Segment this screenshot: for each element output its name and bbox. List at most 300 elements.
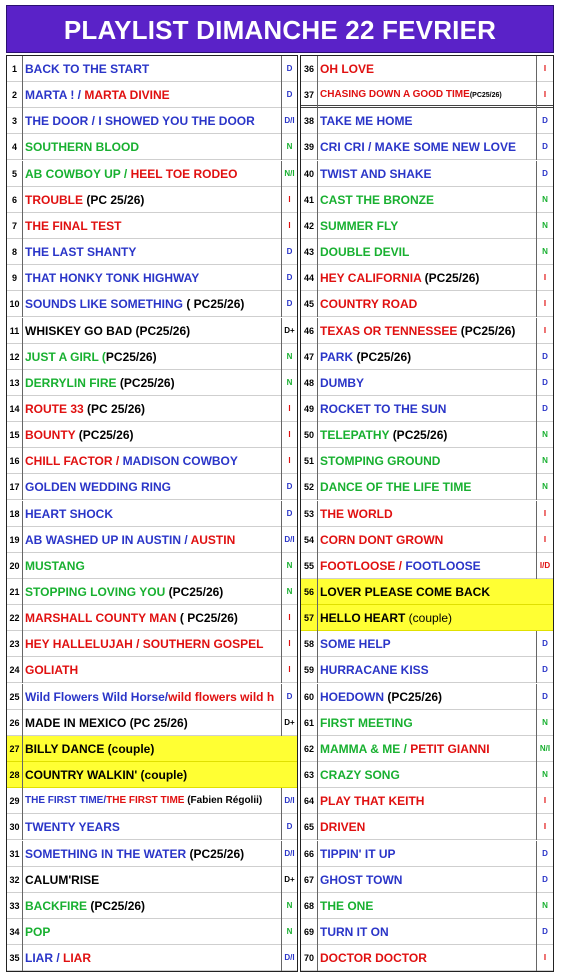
- song-title-part: (PC25/26): [387, 689, 443, 704]
- song-title: [25, 553, 279, 579]
- song-row: [301, 187, 553, 213]
- song-title: [320, 187, 536, 213]
- song-title-part: DRIVEN: [320, 820, 366, 835]
- dance-level-code: D: [281, 82, 297, 108]
- song-title-part: STOMPING GROUND: [320, 454, 441, 469]
- song-row: [301, 474, 553, 500]
- song-title-part: TURN IT ON: [320, 924, 389, 939]
- song-title-part: MARSHALL COUNTY MAN: [25, 611, 180, 626]
- dance-level-code: D/I: [281, 788, 297, 814]
- dance-level-code: D: [536, 161, 553, 187]
- song-title-part: HEY CALIFORNIA: [320, 271, 425, 286]
- song-row: [301, 370, 553, 396]
- song-title-part: BILLY DANCE (couple): [25, 741, 155, 756]
- song-title: [25, 291, 279, 317]
- song-number: 44: [301, 265, 318, 291]
- song-row: [301, 684, 553, 710]
- song-row: [7, 422, 297, 448]
- song-row: [301, 108, 553, 134]
- song-row: [7, 814, 297, 840]
- dance-level-code: N: [281, 919, 297, 945]
- song-title: [25, 657, 279, 683]
- song-title: [25, 344, 279, 370]
- song-title: [25, 867, 279, 893]
- dance-level-code: D: [536, 108, 553, 134]
- dance-level-code: I/D: [536, 553, 553, 579]
- dance-level-code: D: [281, 474, 297, 500]
- dance-level-code: I: [536, 814, 553, 840]
- dance-level-code: N: [281, 553, 297, 579]
- dance-level-code: D: [281, 56, 297, 82]
- song-row: [301, 448, 553, 474]
- song-number: 29: [7, 788, 23, 814]
- song-number: 6: [7, 187, 23, 213]
- song-title-part: HEY HALLELUJAH / SOUTHERN GOSPEL: [25, 637, 264, 652]
- song-row: [7, 893, 297, 919]
- song-row: [301, 82, 553, 108]
- song-row: [7, 553, 297, 579]
- dance-level-code: D: [281, 684, 297, 710]
- song-title: [320, 814, 536, 840]
- dance-level-code: I: [536, 291, 553, 317]
- song-title: [320, 841, 536, 867]
- song-title: [320, 527, 536, 553]
- song-title: [25, 213, 279, 239]
- song-number: 16: [7, 448, 23, 474]
- song-title-part: THAT HONKY TONK HIGHWAY: [25, 271, 200, 286]
- dance-level-code: [281, 762, 297, 788]
- song-title: [320, 474, 536, 500]
- song-title-part: PC25/26): [105, 349, 157, 364]
- song-title: [25, 318, 279, 344]
- song-title-part: ( PC25/26): [186, 297, 245, 312]
- song-title: [320, 108, 536, 134]
- song-title-part: (PC 25/26): [87, 401, 146, 416]
- song-title-part: MARTA DIVINE: [84, 88, 170, 103]
- song-title: [320, 553, 536, 579]
- song-number: 45: [301, 291, 318, 317]
- dance-level-code: N: [281, 579, 297, 605]
- song-title-part: DOCTOR DOCTOR: [320, 951, 427, 966]
- dance-level-code: N: [536, 710, 553, 736]
- song-number: 25: [7, 684, 23, 710]
- song-title-part: MARTA ! /: [25, 88, 85, 103]
- song-number: 3: [7, 108, 23, 134]
- song-title-part: CALUM'RISE: [25, 872, 100, 887]
- dance-level-code: D: [536, 684, 553, 710]
- song-title-part: (PC25/26): [78, 428, 134, 443]
- dance-level-code: N: [536, 448, 553, 474]
- song-title-part: SOME HELP: [320, 637, 391, 652]
- dance-level-code: I: [536, 788, 553, 814]
- song-title-part: THE FIRST TIME: [106, 795, 188, 807]
- song-title: [25, 108, 279, 134]
- dance-level-code: [536, 579, 553, 605]
- dance-level-code: I: [281, 631, 297, 657]
- song-number: 23: [7, 631, 23, 657]
- song-number: 66: [301, 841, 318, 867]
- song-row: [7, 736, 297, 762]
- song-title-part: FOOTLOOSE: [405, 558, 481, 573]
- song-title-part: BACK TO THE START: [25, 62, 150, 76]
- song-number: 26: [7, 710, 23, 736]
- song-title-part: FIRST MEETING: [320, 715, 413, 730]
- song-number: 37: [301, 82, 318, 108]
- song-row: [7, 108, 297, 134]
- dance-level-code: I: [281, 657, 297, 683]
- dance-level-code: [281, 736, 297, 762]
- song-row: [7, 501, 297, 527]
- dance-level-code: N: [536, 422, 553, 448]
- song-number: 50: [301, 422, 318, 448]
- dance-level-code: I: [281, 213, 297, 239]
- song-number: 36: [301, 56, 318, 82]
- song-number: 58: [301, 631, 318, 657]
- song-row: [301, 710, 553, 736]
- song-row: [301, 841, 553, 867]
- song-row: [7, 213, 297, 239]
- song-title-part: JUST A GIRL (: [25, 349, 106, 364]
- song-title-part: DANCE OF THE LIFE TIME: [320, 480, 472, 495]
- song-title-part: CRAZY SONG: [320, 768, 400, 783]
- song-title-part: THE WORLD: [320, 506, 393, 521]
- dance-level-code: D: [536, 867, 553, 893]
- song-title-part: (PC25/26): [392, 428, 448, 443]
- song-number: 11: [7, 318, 23, 344]
- dance-level-code: D/I: [281, 945, 297, 971]
- song-row: [7, 527, 297, 553]
- song-row: [7, 762, 297, 788]
- song-title: [320, 945, 536, 971]
- song-title-part: THE FIRST TIME/: [25, 795, 107, 807]
- song-title-part: POP: [25, 924, 51, 939]
- song-title: [320, 919, 536, 945]
- song-number: 20: [7, 553, 23, 579]
- dance-level-code: D: [536, 657, 553, 683]
- dance-level-code: D+: [281, 867, 297, 893]
- song-row: [301, 762, 553, 788]
- song-title: [25, 736, 279, 762]
- song-title-part: HEEL TOE RODEO: [130, 166, 238, 181]
- song-number: 57: [301, 605, 318, 631]
- dance-level-code: I: [536, 527, 553, 553]
- song-title-part: ( PC25/26): [179, 611, 238, 626]
- song-row: [301, 239, 553, 265]
- song-title: [320, 893, 536, 919]
- dance-level-code: N: [536, 474, 553, 500]
- song-row: [7, 82, 297, 108]
- song-number: 54: [301, 527, 318, 553]
- song-number: 8: [7, 239, 23, 265]
- song-title-part: CORN DONT GROWN: [320, 532, 444, 547]
- song-title-part: (PC25/26): [469, 92, 502, 100]
- song-title-part: STOPPING LOVING YOU: [25, 585, 169, 599]
- song-row: [7, 265, 297, 291]
- song-title-part: THE DOOR / I SHOWED YOU THE DOOR: [25, 114, 255, 129]
- song-number: 30: [7, 814, 23, 840]
- dance-level-code: I: [281, 605, 297, 631]
- song-title-part: COUNTRY WALKIN' (couple): [25, 768, 188, 783]
- dance-level-code: N: [281, 893, 297, 919]
- song-title-part: TELEPATHY: [320, 428, 393, 443]
- song-number: 5: [7, 161, 23, 187]
- dance-level-code: N: [536, 239, 553, 265]
- song-number: 65: [301, 814, 318, 840]
- song-number: 18: [7, 501, 23, 527]
- song-title-part: Wild Flowers Wild Horse/: [25, 689, 169, 704]
- song-row: [301, 161, 553, 187]
- dance-level-code: I: [536, 82, 553, 108]
- song-row: [301, 553, 553, 579]
- song-title-part: (PC25/26): [90, 898, 146, 913]
- song-title: [320, 579, 536, 605]
- song-number: 28: [7, 762, 23, 788]
- song-title: [25, 605, 279, 631]
- song-row: [301, 736, 553, 762]
- dance-level-code: I: [536, 56, 553, 82]
- song-row: [301, 893, 553, 919]
- song-number: 55: [301, 553, 318, 579]
- song-title: [320, 161, 536, 187]
- song-number: 7: [7, 213, 23, 239]
- song-title: [25, 841, 279, 867]
- song-title-part: DOUBLE DEVIL: [320, 245, 410, 260]
- song-number: 51: [301, 448, 318, 474]
- song-number: 53: [301, 501, 318, 527]
- song-title-part: (PC25/26): [356, 349, 412, 364]
- song-row: [7, 841, 297, 867]
- dance-level-code: D: [281, 291, 297, 317]
- dance-level-code: I: [536, 318, 553, 344]
- song-title-part: TAKE ME HOME: [320, 114, 413, 129]
- song-title: [320, 134, 536, 160]
- song-title-part: LIAR: [63, 951, 91, 966]
- song-title-part: wild flowers wild h: [168, 689, 275, 704]
- song-row: [7, 657, 297, 683]
- dance-level-code: N: [536, 213, 553, 239]
- song-number: 52: [301, 474, 318, 500]
- song-title: [25, 370, 279, 396]
- song-number: 41: [301, 187, 318, 213]
- song-title: [25, 945, 279, 971]
- song-number: 22: [7, 605, 23, 631]
- dance-level-code: D+: [281, 318, 297, 344]
- song-number: 14: [7, 396, 23, 422]
- song-row: [301, 945, 553, 971]
- song-row: [301, 291, 553, 317]
- song-row: [301, 134, 553, 160]
- song-row: [7, 370, 297, 396]
- song-row: [7, 161, 297, 187]
- song-row: [301, 657, 553, 683]
- song-row: [7, 684, 297, 710]
- song-title-part: MADISON COWBOY: [122, 454, 238, 469]
- song-row: [301, 318, 553, 344]
- dance-level-code: I: [536, 945, 553, 971]
- song-number: 17: [7, 474, 23, 500]
- song-row: [301, 265, 553, 291]
- song-title: [25, 814, 279, 840]
- dance-level-code: I: [281, 187, 297, 213]
- song-number: 61: [301, 710, 318, 736]
- song-number: 1: [7, 56, 23, 82]
- song-title-part: PARK: [320, 349, 357, 364]
- dance-level-code: N/I: [536, 736, 553, 762]
- song-row: [301, 605, 553, 631]
- song-title-part: (PC25/26): [460, 323, 516, 338]
- song-title: [320, 736, 536, 762]
- dance-level-code: I: [281, 422, 297, 448]
- song-title: [320, 867, 536, 893]
- song-title-part: CHILL FACTOR /: [25, 454, 123, 469]
- song-title-part: ROUTE 33: [25, 401, 88, 416]
- song-title: [25, 788, 279, 814]
- song-title: [320, 318, 536, 344]
- song-row: [301, 579, 553, 605]
- song-row: [301, 788, 553, 814]
- dance-level-code: D: [536, 134, 553, 160]
- song-row: [7, 134, 297, 160]
- song-title: [320, 291, 536, 317]
- song-title: [25, 239, 279, 265]
- dance-level-code: D: [281, 239, 297, 265]
- song-title-part: HOEDOWN: [320, 689, 388, 704]
- song-title: [320, 710, 536, 736]
- song-number: 49: [301, 396, 318, 422]
- song-row: [7, 344, 297, 370]
- dance-level-code: N: [536, 187, 553, 213]
- dance-level-code: N: [536, 762, 553, 788]
- song-title: [25, 448, 279, 474]
- dance-level-code: D: [281, 814, 297, 840]
- song-title-part: TWENTY YEARS: [25, 820, 120, 835]
- song-title: [25, 396, 279, 422]
- song-title: [25, 919, 279, 945]
- dance-level-code: D: [536, 631, 553, 657]
- song-number: 38: [301, 108, 318, 134]
- dance-level-code: I: [281, 448, 297, 474]
- song-row: [7, 631, 297, 657]
- song-row: [7, 474, 297, 500]
- song-title: [320, 605, 536, 631]
- song-title: [25, 501, 279, 527]
- song-number: 27: [7, 736, 23, 762]
- song-title: [25, 762, 279, 788]
- song-title: [320, 239, 536, 265]
- song-row: [301, 213, 553, 239]
- song-number: 62: [301, 736, 318, 762]
- playlist-column-left: [6, 55, 298, 972]
- song-title-part: (Fabien Régolii): [187, 795, 263, 807]
- song-row: [301, 867, 553, 893]
- song-row: [301, 814, 553, 840]
- song-row: [7, 239, 297, 265]
- song-row: [7, 788, 297, 814]
- song-number: 47: [301, 344, 318, 370]
- song-title: [25, 161, 279, 187]
- dance-level-code: D: [536, 919, 553, 945]
- song-title-part: THE LAST SHANTY: [25, 245, 137, 260]
- dance-level-code: D/I: [281, 841, 297, 867]
- song-title-part: TWIST AND SHAKE: [320, 166, 432, 181]
- dance-level-code: I: [536, 265, 553, 291]
- song-title: [320, 344, 536, 370]
- song-title: [320, 213, 536, 239]
- song-row: [301, 396, 553, 422]
- song-number: 48: [301, 370, 318, 396]
- song-number: 46: [301, 318, 318, 344]
- song-number: 63: [301, 762, 318, 788]
- dance-level-code: N: [281, 344, 297, 370]
- song-title: [320, 631, 536, 657]
- song-title: [25, 579, 279, 605]
- song-title-part: CHASING DOWN A GOOD TIME: [320, 89, 470, 101]
- song-title-part: THE FINAL TEST: [25, 218, 122, 233]
- song-number: 15: [7, 422, 23, 448]
- song-title-part: BOUNTY: [25, 428, 79, 443]
- song-title-part: (PC25/26): [424, 271, 480, 286]
- song-title-part: BACKFIRE: [25, 898, 91, 913]
- page-title: PLAYLIST DIMANCHE 22 FEVRIER: [6, 5, 554, 53]
- song-title-part: CRI CRI / MAKE SOME NEW LOVE: [320, 140, 517, 155]
- song-number: 60: [301, 684, 318, 710]
- song-title-part: AB COWBOY UP /: [25, 166, 131, 181]
- song-number: 19: [7, 527, 23, 553]
- song-title-part: (PC25/26): [168, 585, 224, 599]
- song-number: 70: [301, 945, 318, 971]
- song-title-part: THE ONE: [320, 898, 374, 913]
- song-number: 4: [7, 134, 23, 160]
- song-title-part: HELLO HEART: [320, 611, 409, 626]
- song-row: [301, 344, 553, 370]
- song-title-part: DUMBY: [320, 375, 364, 390]
- song-title-part: (couple): [408, 611, 453, 626]
- song-title: [320, 56, 536, 82]
- song-number: 56: [301, 579, 318, 605]
- song-title-part: PETIT GIANNI: [410, 741, 490, 756]
- song-row: [7, 187, 297, 213]
- song-title-part: (PC25/26): [119, 375, 175, 390]
- song-title: [320, 396, 536, 422]
- dance-level-code: I: [281, 396, 297, 422]
- song-title-part: TIPPIN' IT UP: [320, 846, 396, 861]
- song-row: [301, 919, 553, 945]
- song-title-part: COUNTRY ROAD: [320, 297, 418, 312]
- dance-level-code: D: [536, 396, 553, 422]
- song-number: 40: [301, 161, 318, 187]
- song-title-part: SUMMER FLY: [320, 218, 399, 233]
- song-title-part: GHOST TOWN: [320, 872, 403, 887]
- dance-level-code: N: [281, 134, 297, 160]
- song-number: 43: [301, 239, 318, 265]
- song-title-part: SOUTHERN BLOOD: [25, 140, 139, 155]
- song-title-part: TROUBLE: [25, 192, 87, 207]
- song-row: [7, 945, 297, 971]
- song-title: [25, 631, 279, 657]
- dance-level-code: D: [281, 501, 297, 527]
- song-title-part: LIAR /: [25, 951, 63, 966]
- song-title: [320, 684, 536, 710]
- song-row: [7, 291, 297, 317]
- song-title: [25, 187, 279, 213]
- song-row: [301, 56, 553, 82]
- song-number: 59: [301, 657, 318, 683]
- song-title-part: MAMMA & ME /: [320, 741, 411, 756]
- song-title: [320, 501, 536, 527]
- dance-level-code: D/I: [281, 108, 297, 134]
- song-number: 2: [7, 82, 23, 108]
- song-row: [7, 919, 297, 945]
